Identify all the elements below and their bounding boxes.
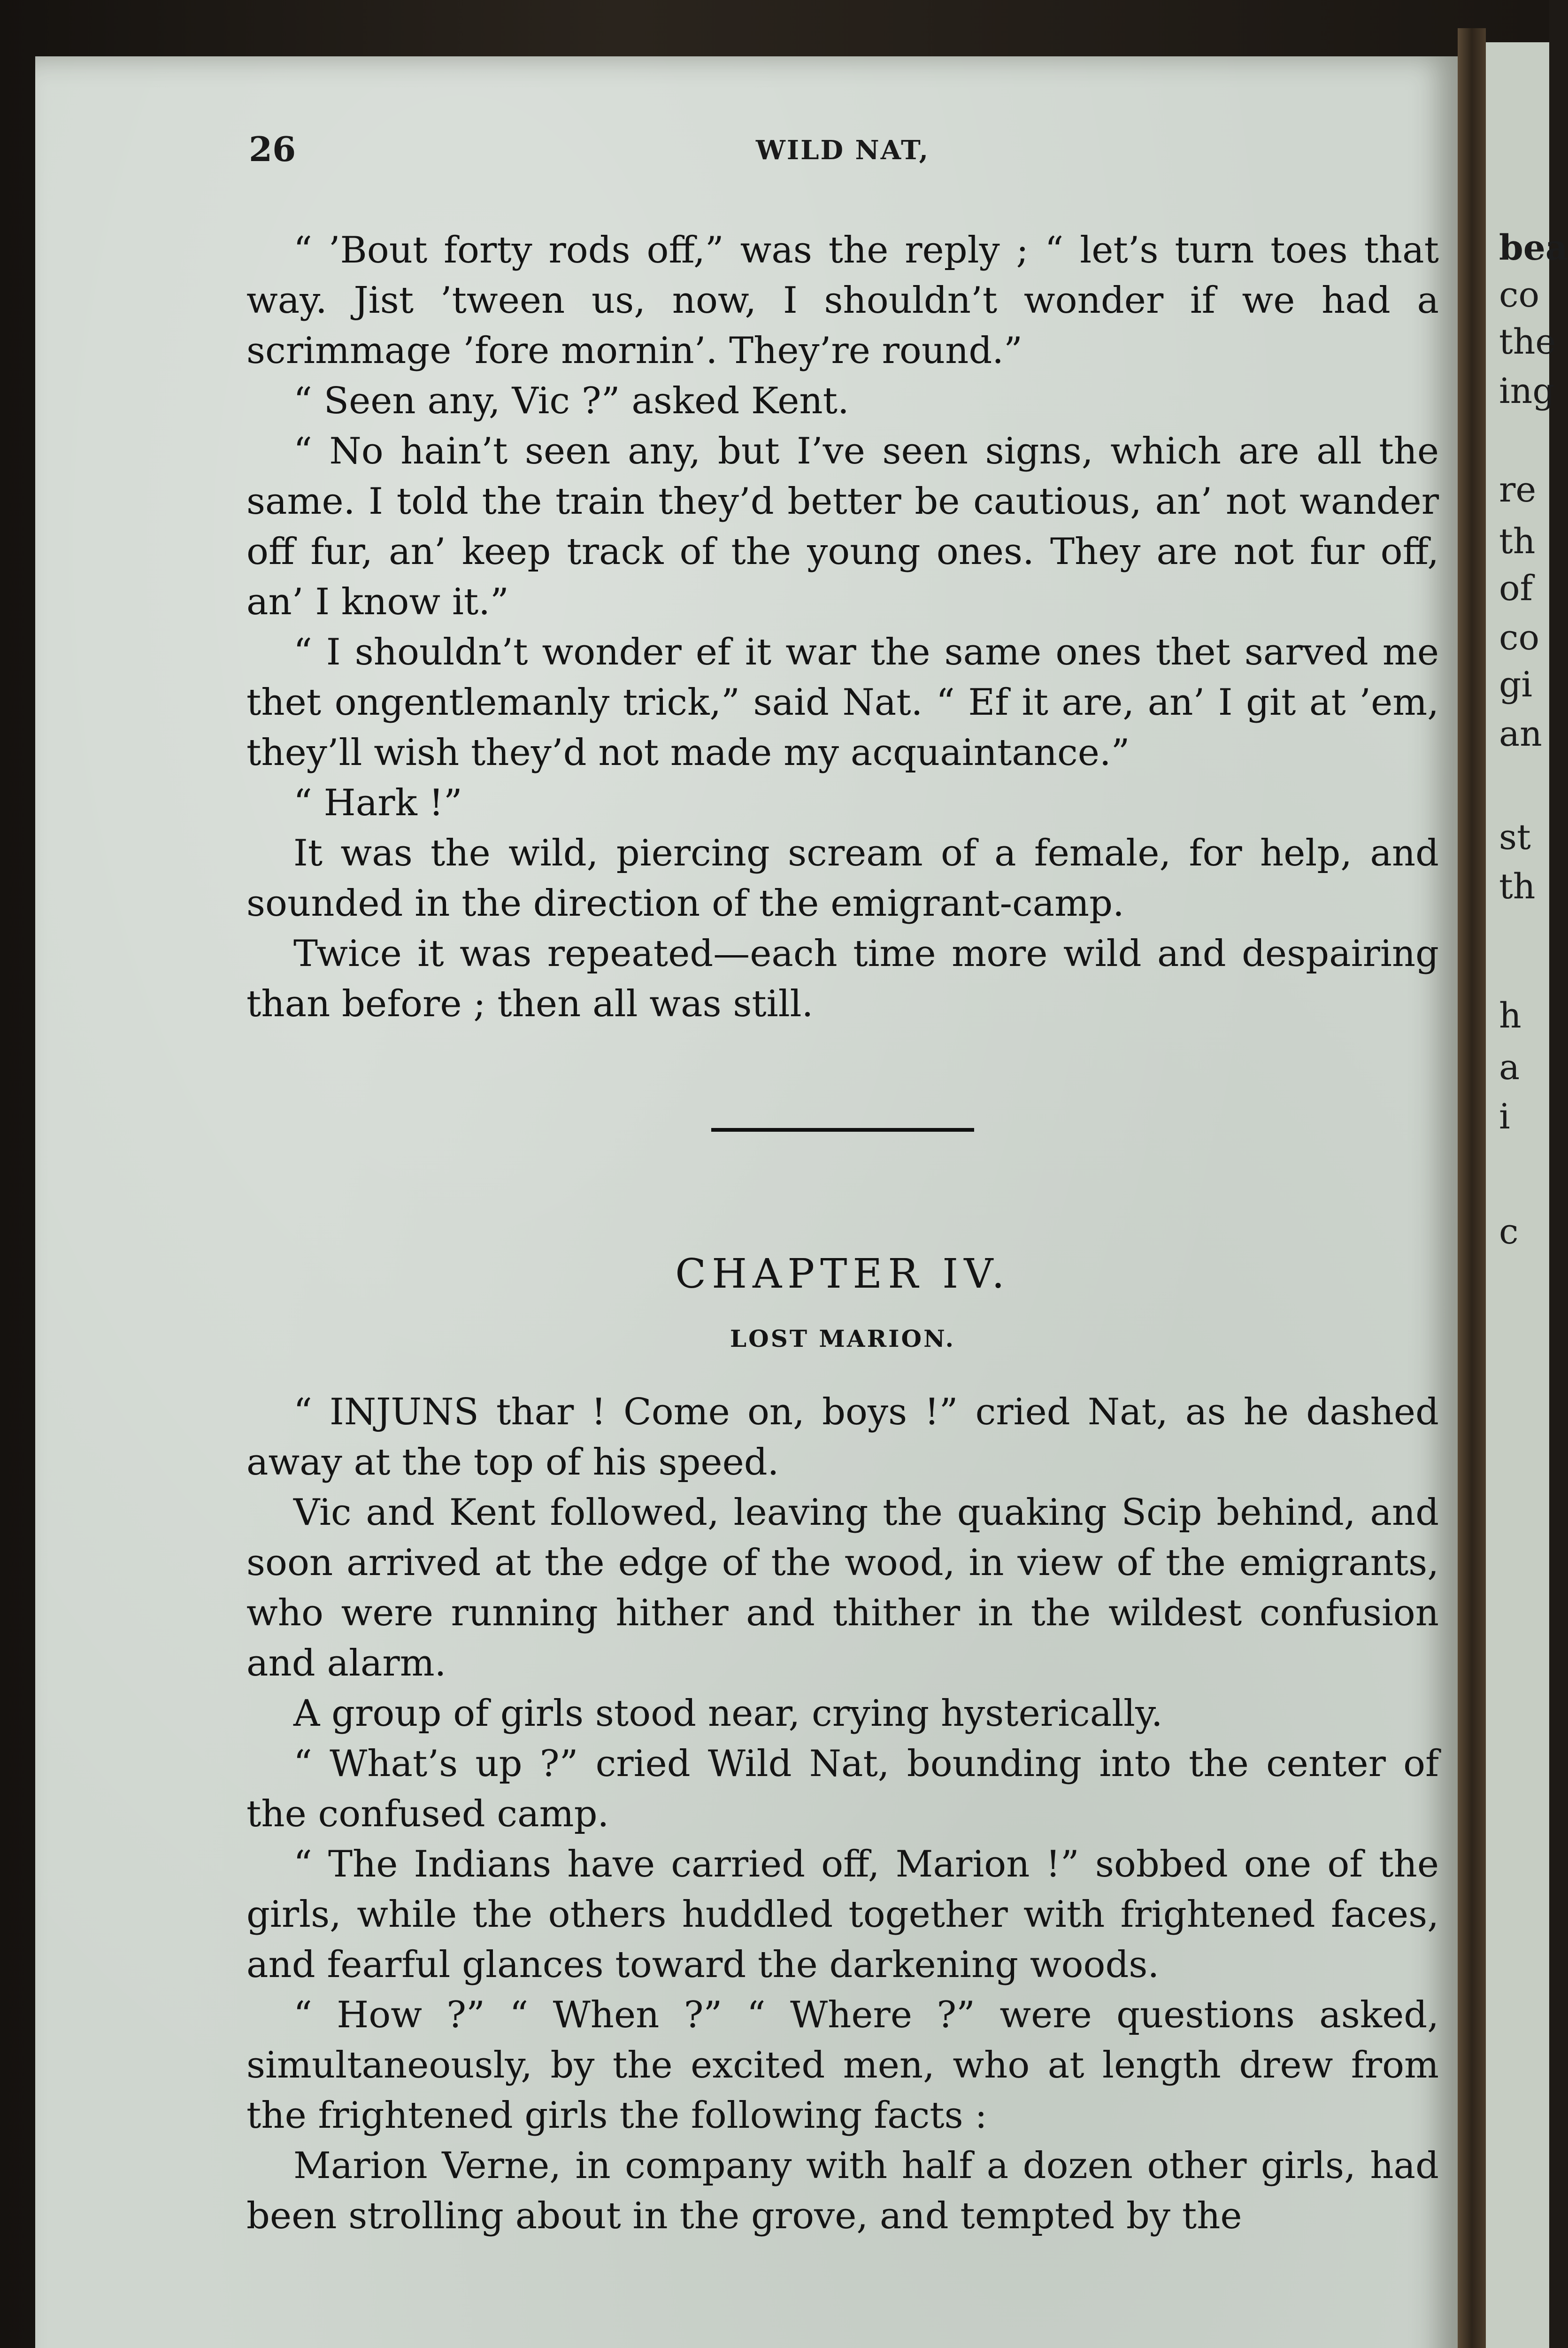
facing-fragment: i	[1499, 1097, 1510, 1137]
facing-fragment: st	[1499, 817, 1531, 857]
paragraph: “ What’s up ?” cried Wild Nat, bounding into the center of the confused camp.	[246, 1743, 1439, 1835]
paragraph: Vic and Kent followed, leaving the quaking Scip behind, and soon arrived at the edge of the wood, in view of the emigrants, who were running hither and thither in the wildest confusion and alarm.	[246, 1491, 1439, 1684]
facing-fragment: a	[1499, 1047, 1520, 1088]
paragraph: Twice it was repeated—each time more wild and despairing than before ; then all was still.	[246, 933, 1439, 1025]
page-body	[246, 225, 1439, 2241]
facing-fragment: ing	[1499, 371, 1555, 411]
page-header	[249, 129, 1446, 181]
facing-fragment: h	[1499, 996, 1522, 1036]
paragraph: “ INJUNS thar ! Come on, boys !” cried Nat, as he dashed away at the top of his speed.	[246, 1391, 1439, 1483]
paragraph: “ How ?” “ When ?” “ Where ?” were questions asked, simultaneously, by the excited men, who at length drew from the frightened girls the following facts :	[246, 1994, 1439, 2137]
facing-page	[1486, 42, 1568, 2348]
facing-fragment: th	[1499, 866, 1536, 907]
facing-fragment: an	[1499, 714, 1542, 754]
section-divider	[711, 1128, 974, 1132]
chapter-subtitle: LOST MARION.	[730, 1325, 955, 1352]
paragraph: “ ’Bout forty rods off,” was the reply ; “ let’s turn toes that way. Jist ’tween us, now, I shouldn’t wonder if we had a scrimmage ’fore mornin’. They’re round.”	[246, 229, 1439, 372]
paragraph: “ The Indians have carried off, Marion !” sobbed one of the girls, while the others huddled together with frightened faces, and fearful glances toward the darkening woods.	[246, 1843, 1439, 1986]
paragraph: “ No hain’t seen any, but I’ve seen signs, which are all the same. I told the train they’d better be cautious, an’ not wander off fur, an’ keep track of the young ones. They are not fur off, an’ I know it.”	[246, 430, 1439, 623]
paragraph: Marion Verne, in company with half a dozen other girls, had been strolling about in the grove, and tempted by the	[246, 2145, 1439, 2237]
paragraph: A group of girls stood near, crying hysterically.	[293, 1692, 1163, 1735]
book-gutter	[1458, 28, 1486, 2348]
facing-fragment: re	[1499, 470, 1537, 510]
facing-fragment: gi	[1499, 664, 1533, 705]
running-head: WILD NAT,	[756, 135, 930, 166]
facing-fragment: th	[1499, 521, 1536, 562]
paragraph: “ Hark !”	[293, 782, 462, 824]
paragraph: It was the wild, piercing scream of a female, for help, and sounded in the direction of the emigrant-camp.	[246, 832, 1439, 925]
page-number: 26	[249, 129, 296, 169]
facing-fragment: co	[1499, 275, 1539, 315]
facing-fragment: co	[1499, 618, 1539, 658]
facing-fragment: bea	[1499, 228, 1568, 268]
facing-fragment: the	[1499, 322, 1556, 362]
facing-fragment: of	[1499, 568, 1533, 609]
chapter-title: CHAPTER IV.	[675, 1251, 1010, 1298]
paragraph: “ Seen any, Vic ?” asked Kent.	[293, 380, 849, 422]
facing-fragment: c	[1499, 1212, 1519, 1252]
paragraph: “ I shouldn’t wonder ef it war the same ones thet sarved me thet ongentlemanly trick,” said Nat. “ Ef it are, an’ I git at ’em, they’ll wish they’d not made my acquaintance.”	[246, 631, 1439, 774]
